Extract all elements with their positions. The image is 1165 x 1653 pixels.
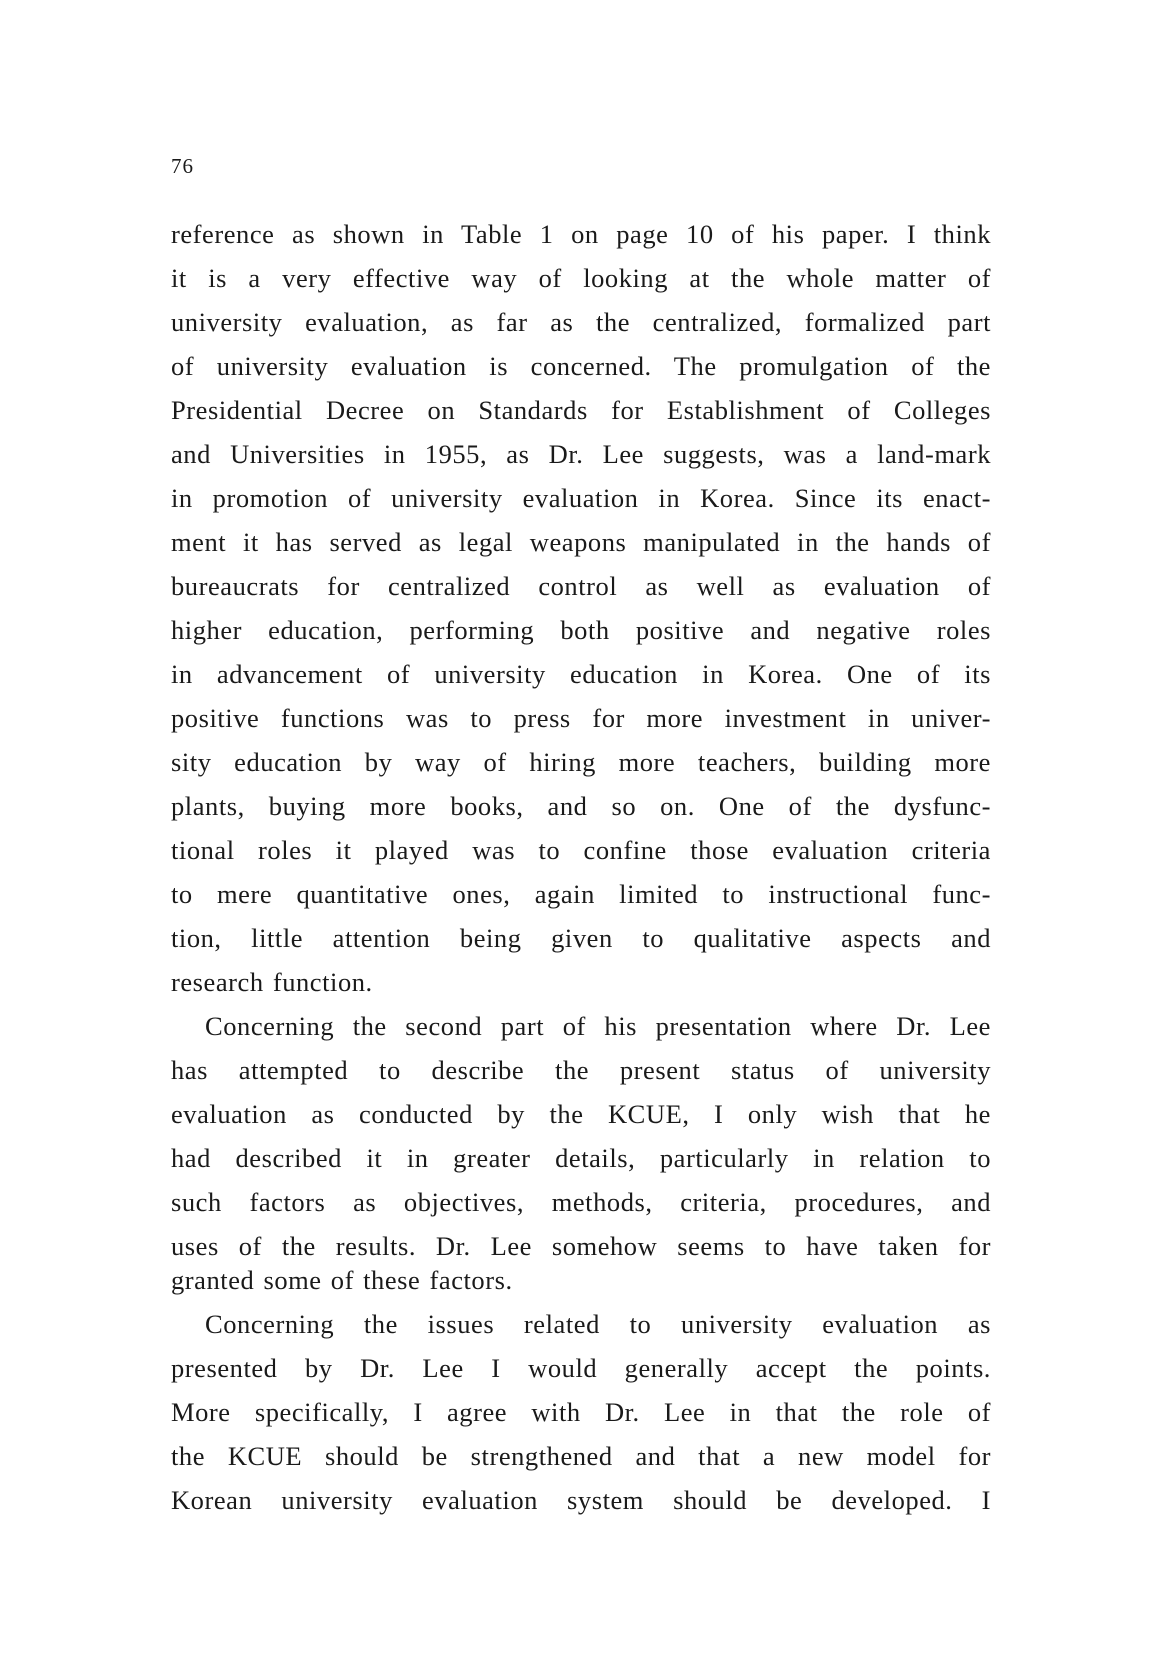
- paragraph-1-line: university evaluation, as far as the centralized, formalized part: [171, 307, 991, 337]
- page-number: 76: [171, 154, 194, 178]
- paragraph-3-line: Concerning the issues related to university evaluation as: [205, 1309, 991, 1339]
- paragraph-1-line: in advancement of university education in Korea. One of its: [171, 659, 991, 689]
- body-text: [171, 212, 991, 1522]
- paragraph-2-line: uses of the results. Dr. Lee somehow seems to have taken for: [171, 1231, 991, 1261]
- paragraph-1-line: it is a very effective way of looking at the whole matter of: [171, 263, 991, 293]
- paragraph-2-line: had described it in greater details, particularly in relation to: [171, 1143, 991, 1173]
- paragraph-1-line: to mere quantitative ones, again limited to instructional func-: [171, 879, 991, 909]
- paragraph-2-line: has attempted to describe the present status of university: [171, 1055, 991, 1085]
- paragraph-2-line: Concerning the second part of his presentation where Dr. Lee: [205, 1011, 991, 1041]
- paragraph-3-line: the KCUE should be strengthened and that a new model for: [171, 1441, 991, 1471]
- paragraph-1-line: sity education by way of hiring more teachers, building more: [171, 747, 991, 777]
- paragraph-3-line: presented by Dr. Lee I would generally accept the points.: [171, 1353, 991, 1383]
- paragraph-1-line: research function.: [171, 967, 373, 997]
- paragraph-1-line: ment it has served as legal weapons manipulated in the hands of: [171, 527, 991, 557]
- paragraph-2-line: granted some of these factors.: [171, 1265, 513, 1295]
- paragraph-3-line: Korean university evaluation system should be developed. I: [171, 1485, 991, 1515]
- paragraph-1-line: and Universities in 1955, as Dr. Lee suggests, was a land-mark: [171, 439, 991, 469]
- paragraph-2-line: evaluation as conducted by the KCUE, I only wish that he: [171, 1099, 991, 1129]
- paragraph-3-line: More specifically, I agree with Dr. Lee in that the role of: [171, 1397, 991, 1427]
- paragraph-1-line: of university evaluation is concerned. The promulgation of the: [171, 351, 991, 381]
- paragraph-1-line: higher education, performing both positive and negative roles: [171, 615, 991, 645]
- paragraph-1-line: tion, little attention being given to qualitative aspects and: [171, 923, 991, 953]
- paragraph-1-line: in promotion of university evaluation in Korea. Since its enact-: [171, 483, 991, 513]
- paragraph-1-line: tional roles it played was to confine those evaluation criteria: [171, 835, 991, 865]
- paragraph-1-line: bureaucrats for centralized control as well as evaluation of: [171, 571, 991, 601]
- paragraph-1-line: positive functions was to press for more investment in univer-: [171, 703, 991, 733]
- paragraph-1-line: plants, buying more books, and so on. One of the dysfunc-: [171, 791, 991, 821]
- paragraph-2-line: such factors as objectives, methods, criteria, procedures, and: [171, 1187, 991, 1217]
- paragraph-1-line: reference as shown in Table 1 on page 10 of his paper. I think: [171, 219, 991, 249]
- paragraph-1-line: Presidential Decree on Standards for Establishment of Colleges: [171, 395, 991, 425]
